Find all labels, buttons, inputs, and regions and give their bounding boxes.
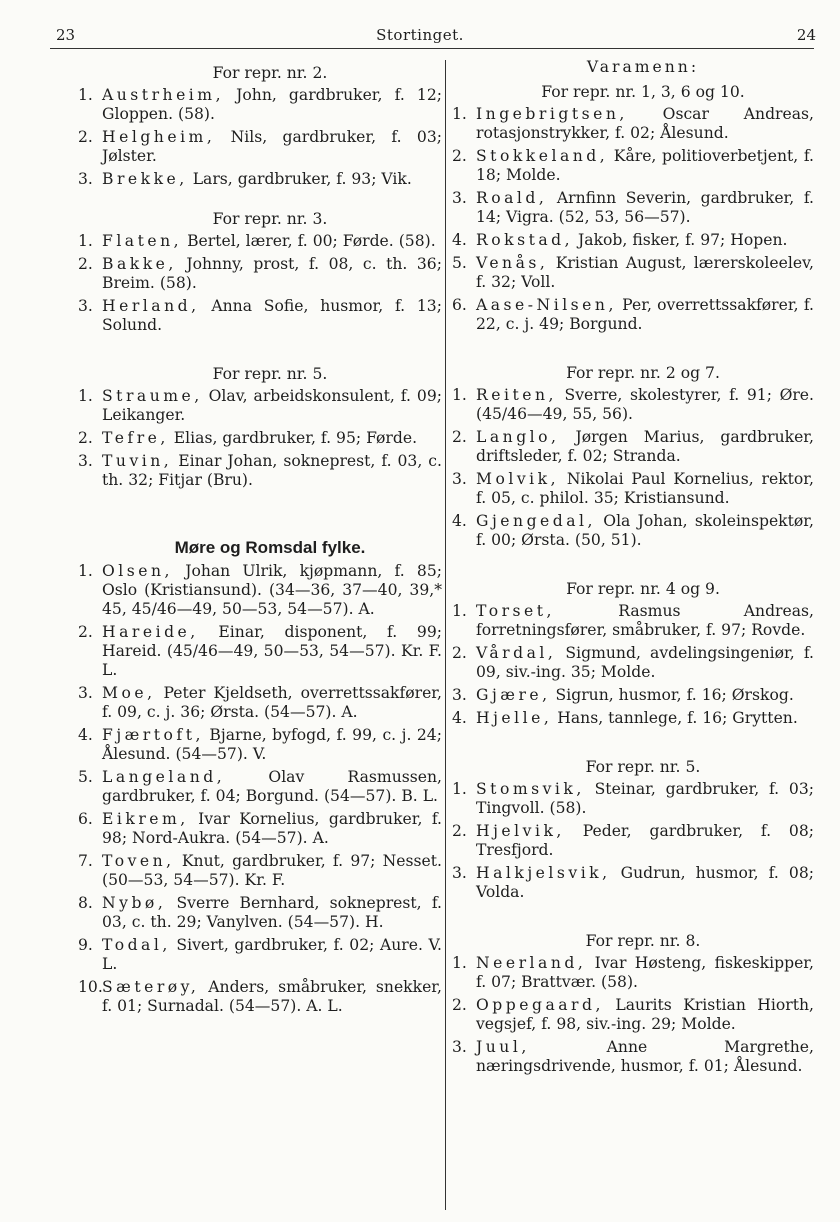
person-details: Rasmus Andreas, forretningsfører, småbruker, f. 97; Rovde.: [476, 602, 814, 639]
person-details: Einar Johan, sokneprest, f. 03, c. th. 32; Fitjar (Bru).: [102, 452, 442, 489]
item-number: 2.: [452, 822, 467, 840]
list-item: [452, 231, 814, 250]
person-details: Oscar Andreas, rotasjonstrykker, f. 02; Ålesund.: [476, 105, 814, 142]
item-text: [102, 232, 442, 251]
left-section-3: [78, 232, 442, 335]
list-item: [78, 255, 442, 293]
person-details: Johan Ulrik, kjøpmann, f. 85; Oslo (Kristiansund). (34—36, 37—40, 39,* 45, 45/46—49, 50—53, 54—57). A.: [102, 562, 442, 618]
list-item: [78, 726, 442, 764]
list-item: [78, 684, 442, 722]
item-number: 3.: [78, 452, 93, 470]
person-details: Laurits Kristian Hiorth, vegsjef, f. 98, siv.-ing. 29; Molde.: [476, 996, 814, 1033]
person-details: Sigmund, avdelingsingeniør, f. 09, siv.-ing. 35; Molde.: [476, 644, 814, 681]
item-text: [476, 602, 814, 640]
list-item: [452, 996, 814, 1034]
item-number: 2.: [78, 623, 93, 641]
person-name: Tuvin,: [102, 452, 173, 470]
section-title: For repr. nr. 1, 3, 6 og 10.: [541, 83, 745, 101]
item-text: [476, 512, 814, 550]
item-number: 2.: [78, 128, 93, 146]
list-item: [78, 852, 442, 890]
item-number: 1.: [78, 86, 93, 104]
item-text: [476, 1038, 814, 1076]
person-name: Nybø,: [102, 894, 167, 912]
person-name: Flaten,: [102, 232, 183, 250]
item-number: 2.: [78, 429, 93, 447]
list-item: [78, 562, 442, 619]
person-details: Anne Margrethe, næringsdrivende, husmor, f. 01; Ålesund.: [476, 1038, 814, 1075]
person-name: Toven,: [102, 852, 175, 870]
person-details: Ivar Høsteng, fiskeskipper, f. 07; Brattvær. (58).: [476, 954, 814, 991]
item-text: [102, 726, 442, 764]
person-name: Fjærtoft,: [102, 726, 204, 744]
left-section-5: [78, 387, 442, 490]
item-number: 5.: [452, 254, 467, 272]
right-section-8: [452, 954, 814, 1076]
list-item: [452, 780, 814, 818]
list-item: [78, 86, 442, 124]
person-details: Sverre, skolestyrer, f. 91; Øre. (45/46—49, 55, 56).: [476, 386, 814, 423]
item-text: [102, 894, 442, 932]
right-section-1: [452, 105, 814, 334]
person-name: Stomsvik,: [476, 780, 585, 798]
person-name: Gjære,: [476, 686, 551, 704]
item-text: [476, 644, 814, 682]
person-details: Gudrun, husmor, f. 08; Volda.: [476, 864, 814, 901]
list-item: [78, 810, 442, 848]
item-number: 3.: [78, 170, 93, 188]
person-details: Peder, gardbruker, f. 08; Tresfjord.: [476, 822, 814, 859]
list-item: [452, 512, 814, 550]
item-text: [102, 684, 442, 722]
person-name: Hjelvik,: [476, 822, 565, 840]
item-number: 3.: [452, 1038, 467, 1056]
person-name: Aase-Nilsen,: [476, 296, 617, 314]
person-name: Molvik,: [476, 470, 560, 488]
list-item: [78, 170, 442, 189]
item-number: 8.: [78, 894, 93, 912]
item-number: 9.: [78, 936, 93, 954]
person-details: Hans, tannlege, f. 16; Grytten.: [552, 709, 798, 727]
item-text: [476, 686, 814, 705]
item-number: 2.: [452, 428, 467, 446]
list-item: [78, 387, 442, 425]
item-number: 3.: [452, 864, 467, 882]
person-name: Moe,: [102, 684, 156, 702]
person-name: Helgheim,: [102, 128, 216, 146]
item-text: [476, 386, 814, 424]
person-name: Olsen,: [102, 562, 174, 580]
item-text: [476, 296, 814, 334]
person-name: Langlo,: [476, 428, 560, 446]
person-details: Olav Rasmussen, gardbruker, f. 04; Borgund. (54—57). B. L.: [102, 768, 442, 805]
item-number: 3.: [452, 189, 467, 207]
item-number: 1.: [452, 602, 467, 620]
item-number: 2.: [78, 255, 93, 273]
item-number: 2.: [452, 644, 467, 662]
item-text: [102, 810, 442, 848]
section-title: For repr. nr. 4 og 9.: [566, 580, 720, 598]
list-item: [452, 864, 814, 902]
person-name: Todal,: [102, 936, 171, 954]
person-details: Sivert, gardbruker, f. 02; Aure. V. L.: [102, 936, 442, 973]
item-text: [102, 936, 442, 974]
item-text: [102, 128, 442, 166]
item-number: 1.: [78, 562, 93, 580]
person-name: Sæterøy,: [102, 978, 200, 996]
person-details: Steinar, gardbruker, f. 03; Tingvoll. (58).: [476, 780, 814, 817]
person-name: Rokstad,: [476, 231, 574, 249]
item-text: [102, 768, 442, 806]
item-text: [476, 709, 814, 728]
list-item: [452, 822, 814, 860]
item-number: 6.: [78, 810, 93, 828]
section-title: For repr. nr. 8.: [585, 932, 701, 950]
list-item: [78, 978, 442, 1016]
list-item: [452, 954, 814, 992]
item-number: 4.: [452, 709, 467, 727]
person-name: Stokkeland,: [476, 147, 609, 165]
list-item: [452, 147, 814, 185]
section-title: For repr. nr. 2 og 7.: [566, 364, 720, 382]
item-text: [476, 428, 814, 466]
person-name: Halkjelsvik,: [476, 864, 611, 882]
header-rule: [50, 48, 814, 49]
person-details: Olav, arbeidskonsulent, f. 09; Leikanger.: [102, 387, 442, 424]
person-details: Jørgen Marius, gardbruker, driftsleder, f. 02; Stranda.: [476, 428, 814, 465]
left-column: [78, 58, 442, 1020]
right-section-2: [452, 386, 814, 550]
person-details: Bjarne, byfogd, f. 99, c. j. 24; Ålesund. (54—57). V.: [102, 726, 442, 763]
person-name: Eikrem,: [102, 810, 189, 828]
item-text: [476, 780, 814, 818]
person-details: Arnfinn Severin, gardbruker, f. 14; Vigra. (52, 53, 56—57).: [476, 189, 814, 226]
list-item: [78, 623, 442, 680]
list-item: [452, 602, 814, 640]
list-item: [452, 709, 814, 728]
person-details: Johnny, prost, f. 08, c. th. 36; Breim. (58).: [102, 255, 442, 292]
item-text: [102, 623, 442, 680]
person-details: Einar, disponent, f. 99; Hareid. (45/46—49, 50—53, 54—57). Kr. F. L.: [102, 623, 442, 679]
person-details: Sverre Bernhard, sokneprest, f. 03, c. th. 29; Vanylven. (54—57). H.: [102, 894, 442, 931]
item-number: 7.: [78, 852, 93, 870]
person-name: Hareide,: [102, 623, 199, 641]
person-name: Brekke,: [102, 170, 188, 188]
section-title: For repr. nr. 5.: [212, 365, 328, 383]
item-number: 3.: [452, 686, 467, 704]
varamenn-heading: Varamenn:: [586, 58, 700, 76]
person-details: Ivar Kornelius, gardbruker, f. 98; Nord-Aukra. (54—57). A.: [102, 810, 442, 847]
item-text: [476, 822, 814, 860]
item-number: 5.: [78, 768, 93, 786]
person-name: Venås,: [476, 254, 549, 272]
list-item: [452, 428, 814, 466]
item-text: [476, 189, 814, 227]
item-number: 1.: [78, 232, 93, 250]
list-item: [452, 254, 814, 292]
item-text: [102, 852, 442, 890]
person-details: Per, overrettssakfører, f. 22, c. j. 49; Borgund.: [476, 296, 814, 333]
list-item: [78, 936, 442, 974]
person-details: Elias, gardbruker, f. 95; Førde.: [168, 429, 418, 447]
item-text: [102, 297, 442, 335]
person-details: Ola Johan, skoleinspektør, f. 00; Ørsta. (50, 51).: [476, 512, 814, 549]
person-name: Juul,: [476, 1038, 530, 1056]
item-text: [102, 429, 442, 448]
item-text: [102, 452, 442, 490]
item-number: 1.: [452, 780, 467, 798]
person-name: Gjengedal,: [476, 512, 596, 530]
item-text: [476, 147, 814, 185]
person-details: Knut, gardbruker, f. 97; Nesset. (50—53, 54—57). Kr. F.: [102, 852, 442, 889]
section-title: For repr. nr. 2.: [212, 64, 328, 82]
list-item: [78, 128, 442, 166]
item-text: [102, 978, 442, 1016]
item-number: 10.: [78, 978, 103, 996]
right-section-5: [452, 780, 814, 902]
item-text: [476, 864, 814, 902]
item-number: 3.: [452, 470, 467, 488]
county-heading: Møre og Romsdal fylke.: [174, 538, 366, 557]
person-name: Reiten,: [476, 386, 557, 404]
person-name: Roald,: [476, 189, 548, 207]
item-text: [102, 255, 442, 293]
item-number: 4.: [452, 231, 467, 249]
item-text: [102, 562, 442, 619]
item-text: [476, 254, 814, 292]
person-details: Jakob, fisker, f. 97; Hopen.: [573, 231, 788, 249]
list-item: [452, 296, 814, 334]
page-header: [0, 26, 840, 48]
person-details: Bertel, lærer, f. 00; Førde. (58).: [182, 232, 436, 250]
list-item: [452, 686, 814, 705]
person-details: Kåre, politioverbetjent, f. 18; Molde.: [476, 147, 814, 184]
item-number: 2.: [452, 147, 467, 165]
item-text: [476, 996, 814, 1034]
person-name: Straume,: [102, 387, 203, 405]
person-name: Neerland,: [476, 954, 587, 972]
person-name: Oppegaard,: [476, 996, 604, 1014]
item-number: 4.: [452, 512, 467, 530]
item-text: [102, 86, 442, 124]
item-text: [102, 387, 442, 425]
person-name: Hjelle,: [476, 709, 553, 727]
person-name: Tefre,: [102, 429, 169, 447]
person-name: Herland,: [102, 297, 200, 315]
list-item: [452, 470, 814, 508]
list-item: [452, 105, 814, 143]
right-section-4: [452, 602, 814, 728]
item-number: 1.: [78, 387, 93, 405]
person-details: Anders, småbruker, snekker, f. 01; Surnadal. (54—57). A. L.: [102, 978, 442, 1015]
person-details: Lars, gardbruker, f. 93; Vik.: [187, 170, 412, 188]
person-name: Ingebrigtsen,: [476, 105, 628, 123]
person-details: John, gardbruker, f. 12; Gloppen. (58).: [102, 86, 442, 123]
item-text: [476, 954, 814, 992]
section-title: For repr. nr. 3.: [212, 210, 328, 228]
list-item: [78, 429, 442, 448]
list-item: [78, 768, 442, 806]
person-name: Torset,: [476, 602, 555, 620]
person-details: Peter Kjeldseth, overrettssakfører, f. 09, c. j. 36; Ørsta. (54—57). A.: [102, 684, 442, 721]
person-details: Kristian August, lærerskoleelev, f. 32; Voll.: [476, 254, 814, 291]
list-item: [78, 452, 442, 490]
list-item: [452, 644, 814, 682]
list-item: [78, 894, 442, 932]
column-divider: [445, 60, 446, 1210]
person-details: Nils, gardbruker, f. 03; Jølster.: [102, 128, 442, 165]
item-number: 2.: [452, 996, 467, 1014]
page-number-right: 24: [796, 26, 816, 44]
item-number: 6.: [452, 296, 467, 314]
right-column: [452, 58, 814, 1080]
running-title: Stortinget.: [376, 26, 464, 44]
list-item: [452, 189, 814, 227]
list-item: [452, 1038, 814, 1076]
list-item: [78, 232, 442, 251]
item-number: 1.: [452, 954, 467, 972]
page-number-left: 23: [56, 26, 76, 44]
item-number: 1.: [452, 386, 467, 404]
item-number: 3.: [78, 684, 93, 702]
item-text: [476, 470, 814, 508]
person-details: Anna Sofie, husmor, f. 13; Solund.: [102, 297, 442, 334]
item-number: 3.: [78, 297, 93, 315]
person-details: Nikolai Paul Kornelius, rektor, f. 05, c. philol. 35; Kristiansund.: [476, 470, 814, 507]
person-name: Austrheim,: [102, 86, 225, 104]
left-section-more: [78, 562, 442, 1016]
section-title: For repr. nr. 5.: [585, 758, 701, 776]
list-item: [452, 386, 814, 424]
person-name: Vårdal,: [476, 644, 557, 662]
item-text: [476, 231, 814, 250]
person-name: Langeland,: [102, 768, 226, 786]
item-number: 4.: [78, 726, 93, 744]
item-text: [102, 170, 442, 189]
left-section-2: [78, 86, 442, 189]
person-details: Sigrun, husmor, f. 16; Ørskog.: [550, 686, 794, 704]
list-item: [78, 297, 442, 335]
item-number: 1.: [452, 105, 467, 123]
person-name: Bakke,: [102, 255, 177, 273]
item-text: [476, 105, 814, 143]
